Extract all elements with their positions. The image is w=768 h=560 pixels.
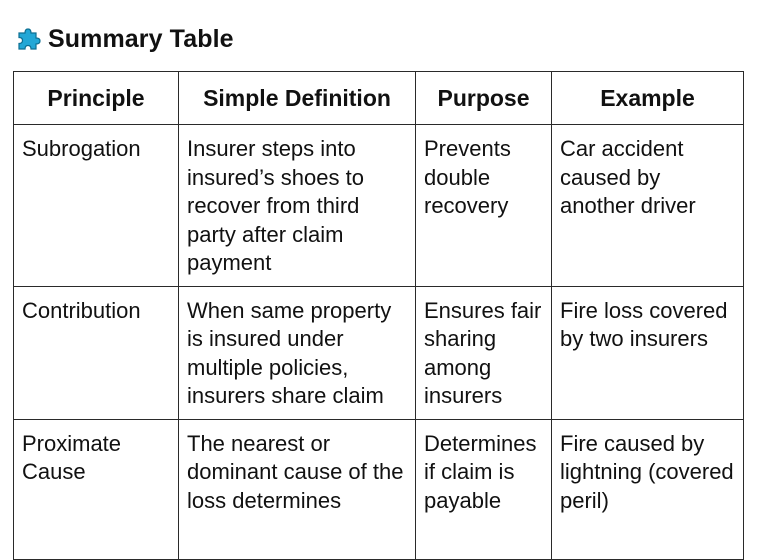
cell-definition: Insurer steps into insured’s shoes to recover from third party after claim payment [179, 125, 416, 287]
puzzle-piece-icon [16, 26, 42, 52]
column-header-principle: Principle [14, 72, 179, 125]
cell-purpose: Determines if claim is payable [416, 419, 552, 559]
cell-example: Fire caused by lightning (covered peril) [552, 419, 744, 559]
page-title: Summary Table [48, 24, 234, 53]
cell-definition: The nearest or dominant cause of the loss determines [179, 419, 416, 559]
cell-purpose: Ensures fair sharing among insurers [416, 286, 552, 419]
cell-purpose: Prevents double recovery [416, 125, 552, 287]
cell-example: Car accident caused by another driver [552, 125, 744, 287]
table-row [14, 125, 744, 287]
column-header-purpose: Purpose [416, 72, 552, 125]
cell-example: Fire loss covered by two insurers [552, 286, 744, 419]
cell-definition: When same property is insured under multiple policies, insurers share claim [179, 286, 416, 419]
table-header-row [14, 72, 744, 125]
table-row [14, 286, 744, 419]
table-row [14, 419, 744, 559]
cell-principle: Proximate Cause [14, 419, 179, 559]
cell-principle: Subrogation [14, 125, 179, 287]
column-header-definition: Simple Definition [179, 72, 416, 125]
cell-principle: Contribution [14, 286, 179, 419]
column-header-example: Example [552, 72, 744, 125]
section-heading [16, 22, 234, 56]
summary-table [13, 71, 744, 560]
